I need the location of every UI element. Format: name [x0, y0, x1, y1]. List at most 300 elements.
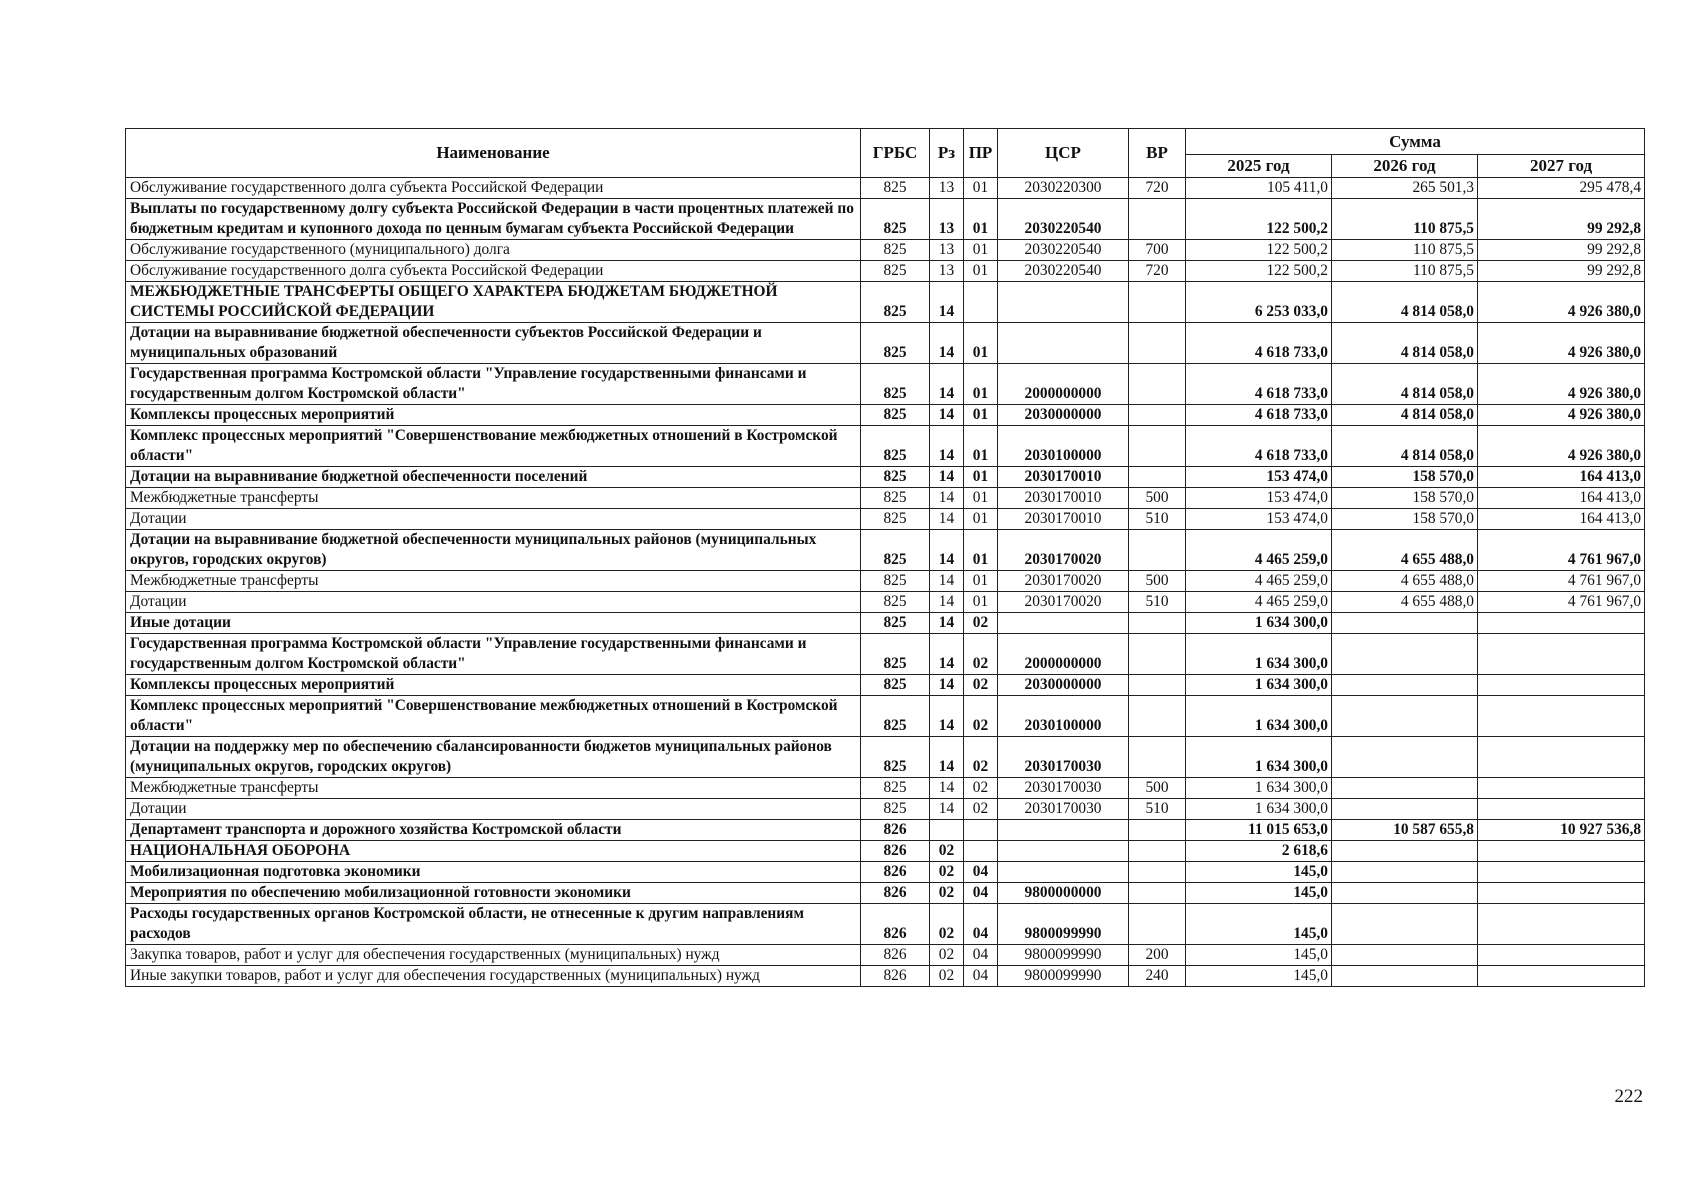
- cell-csr: [998, 323, 1129, 364]
- cell-rz: 14: [930, 282, 964, 323]
- cell-2026: 4 814 058,0: [1332, 364, 1478, 405]
- cell-2027: 4 761 967,0: [1478, 571, 1645, 592]
- cell-vr: [1129, 904, 1186, 945]
- cell-grbs: 825: [861, 405, 930, 426]
- cell-2027: 164 413,0: [1478, 467, 1645, 488]
- cell-csr: 2030170030: [998, 778, 1129, 799]
- cell-vr: [1129, 862, 1186, 883]
- cell-vr: [1129, 530, 1186, 571]
- cell-2026: [1332, 737, 1478, 778]
- cell-2027: [1478, 904, 1645, 945]
- cell-grbs: 826: [861, 841, 930, 862]
- cell-2027: 4 926 380,0: [1478, 405, 1645, 426]
- cell-pr: [964, 820, 998, 841]
- cell-name: Департамент транспорта и дорожного хозяйства Костромской области: [126, 820, 861, 841]
- cell-name: Дотации: [126, 799, 861, 820]
- table-row: [126, 862, 1645, 883]
- cell-2025: 153 474,0: [1186, 509, 1332, 530]
- header-sum: Сумма: [1186, 129, 1645, 155]
- cell-2026: 4 814 058,0: [1332, 323, 1478, 364]
- table-row: [126, 530, 1645, 571]
- table-row: [126, 426, 1645, 467]
- cell-2026: 4 814 058,0: [1332, 426, 1478, 467]
- cell-grbs: 825: [861, 488, 930, 509]
- cell-name: Комплекс процессных мероприятий "Совершенствование межбюджетных отношений в Костромской области": [126, 696, 861, 737]
- cell-pr: 01: [964, 509, 998, 530]
- cell-2025: 1 634 300,0: [1186, 799, 1332, 820]
- cell-rz: 14: [930, 613, 964, 634]
- cell-2027: [1478, 799, 1645, 820]
- cell-2026: [1332, 841, 1478, 862]
- cell-rz: 14: [930, 799, 964, 820]
- cell-2025: 122 500,2: [1186, 240, 1332, 261]
- cell-2025: 122 500,2: [1186, 199, 1332, 240]
- cell-2025: 145,0: [1186, 883, 1332, 904]
- table-row: [126, 613, 1645, 634]
- cell-csr: 9800000000: [998, 883, 1129, 904]
- cell-name: Выплаты по государственному долгу субъекта Российской Федерации в части процентных платежей по бюджетным кредитам и купонного дохода по ценным бумагам субъекта Российской Федерации: [126, 199, 861, 240]
- cell-grbs: 825: [861, 467, 930, 488]
- cell-grbs: 825: [861, 530, 930, 571]
- cell-grbs: 826: [861, 945, 930, 966]
- cell-2025: 1 634 300,0: [1186, 737, 1332, 778]
- cell-vr: 720: [1129, 261, 1186, 282]
- cell-rz: 02: [930, 883, 964, 904]
- cell-2027: [1478, 966, 1645, 987]
- cell-2025: 11 015 653,0: [1186, 820, 1332, 841]
- cell-rz: 14: [930, 634, 964, 675]
- cell-2027: 4 926 380,0: [1478, 282, 1645, 323]
- cell-name: Иные закупки товаров, работ и услуг для обеспечения государственных (муниципальных) нужд: [126, 966, 861, 987]
- cell-pr: 02: [964, 778, 998, 799]
- cell-2027: 4 761 967,0: [1478, 592, 1645, 613]
- cell-rz: 02: [930, 841, 964, 862]
- cell-2027: [1478, 883, 1645, 904]
- cell-2026: [1332, 778, 1478, 799]
- table-row: [126, 467, 1645, 488]
- cell-csr: 2030170010: [998, 509, 1129, 530]
- cell-name: Обслуживание государственного (муниципального) долга: [126, 240, 861, 261]
- table-row: [126, 696, 1645, 737]
- cell-rz: 14: [930, 405, 964, 426]
- cell-vr: 500: [1129, 488, 1186, 509]
- cell-csr: 9800099990: [998, 945, 1129, 966]
- table-row: [126, 778, 1645, 799]
- cell-grbs: 825: [861, 571, 930, 592]
- cell-pr: 01: [964, 240, 998, 261]
- cell-2026: 110 875,5: [1332, 240, 1478, 261]
- header-csr: ЦСР: [998, 129, 1129, 178]
- cell-2026: 158 570,0: [1332, 467, 1478, 488]
- table-row: [126, 178, 1645, 199]
- table-row: [126, 240, 1645, 261]
- cell-grbs: 825: [861, 240, 930, 261]
- budget-table: [125, 128, 1645, 987]
- cell-csr: 2030170020: [998, 592, 1129, 613]
- cell-pr: 01: [964, 405, 998, 426]
- table-row: [126, 904, 1645, 945]
- cell-grbs: 825: [861, 634, 930, 675]
- cell-vr: 510: [1129, 509, 1186, 530]
- cell-2027: [1478, 737, 1645, 778]
- cell-2027: 10 927 536,8: [1478, 820, 1645, 841]
- cell-2025: 2 618,6: [1186, 841, 1332, 862]
- cell-grbs: 825: [861, 592, 930, 613]
- cell-grbs: 825: [861, 426, 930, 467]
- cell-pr: 02: [964, 634, 998, 675]
- cell-name: Дотации на поддержку мер по обеспечению сбалансированности бюджетов муниципальных районов (муниципальных округов, городских округов): [126, 737, 861, 778]
- cell-rz: 13: [930, 261, 964, 282]
- cell-2025: 145,0: [1186, 945, 1332, 966]
- cell-vr: 510: [1129, 592, 1186, 613]
- cell-grbs: 825: [861, 696, 930, 737]
- cell-name: Дотации на выравнивание бюджетной обеспеченности субъектов Российской Федерации и муниципальных образований: [126, 323, 861, 364]
- cell-name: Межбюджетные трансферты: [126, 571, 861, 592]
- header-vr: ВР: [1129, 129, 1186, 178]
- cell-pr: 01: [964, 530, 998, 571]
- cell-2026: 10 587 655,8: [1332, 820, 1478, 841]
- cell-2025: 1 634 300,0: [1186, 634, 1332, 675]
- cell-2026: 110 875,5: [1332, 199, 1478, 240]
- cell-rz: 02: [930, 904, 964, 945]
- cell-2027: [1478, 675, 1645, 696]
- table-row: [126, 945, 1645, 966]
- table-row: [126, 571, 1645, 592]
- cell-2026: 4 655 488,0: [1332, 571, 1478, 592]
- cell-name: Дотации: [126, 592, 861, 613]
- cell-pr: 01: [964, 571, 998, 592]
- cell-2026: [1332, 799, 1478, 820]
- cell-2026: [1332, 966, 1478, 987]
- cell-2027: 4 926 380,0: [1478, 426, 1645, 467]
- table-row: [126, 282, 1645, 323]
- cell-vr: 510: [1129, 799, 1186, 820]
- cell-2027: 99 292,8: [1478, 261, 1645, 282]
- cell-2025: 4 465 259,0: [1186, 530, 1332, 571]
- cell-2027: [1478, 841, 1645, 862]
- cell-rz: 14: [930, 696, 964, 737]
- cell-pr: 01: [964, 364, 998, 405]
- table-row: [126, 799, 1645, 820]
- cell-2025: 153 474,0: [1186, 467, 1332, 488]
- cell-2027: [1478, 696, 1645, 737]
- cell-vr: [1129, 737, 1186, 778]
- cell-pr: 01: [964, 261, 998, 282]
- cell-csr: 2030100000: [998, 696, 1129, 737]
- cell-2026: [1332, 862, 1478, 883]
- cell-pr: 04: [964, 862, 998, 883]
- cell-grbs: 826: [861, 904, 930, 945]
- cell-grbs: 825: [861, 799, 930, 820]
- cell-pr: 04: [964, 966, 998, 987]
- cell-rz: 14: [930, 737, 964, 778]
- cell-name: Мобилизационная подготовка экономики: [126, 862, 861, 883]
- cell-2025: 1 634 300,0: [1186, 778, 1332, 799]
- cell-2025: 1 634 300,0: [1186, 675, 1332, 696]
- table-row: [126, 820, 1645, 841]
- cell-grbs: 825: [861, 737, 930, 778]
- cell-csr: 9800099990: [998, 904, 1129, 945]
- cell-grbs: 825: [861, 199, 930, 240]
- table-row: [126, 737, 1645, 778]
- cell-grbs: 825: [861, 364, 930, 405]
- cell-name: Расходы государственных органов Костромской области, не отнесенные к другим направлениям расходов: [126, 904, 861, 945]
- cell-2027: 164 413,0: [1478, 488, 1645, 509]
- header-year-2026: 2026 год: [1332, 155, 1478, 178]
- table-row: [126, 841, 1645, 862]
- cell-rz: 13: [930, 178, 964, 199]
- cell-vr: [1129, 820, 1186, 841]
- cell-pr: 01: [964, 488, 998, 509]
- cell-vr: 700: [1129, 240, 1186, 261]
- cell-pr: 02: [964, 696, 998, 737]
- header-grbs: ГРБС: [861, 129, 930, 178]
- cell-rz: 14: [930, 592, 964, 613]
- cell-2026: 158 570,0: [1332, 509, 1478, 530]
- cell-vr: 240: [1129, 966, 1186, 987]
- cell-2027: [1478, 862, 1645, 883]
- cell-2025: 4 618 733,0: [1186, 364, 1332, 405]
- cell-pr: 02: [964, 799, 998, 820]
- cell-pr: 01: [964, 592, 998, 613]
- cell-2027: [1478, 945, 1645, 966]
- cell-grbs: 825: [861, 261, 930, 282]
- cell-2027: 99 292,8: [1478, 240, 1645, 261]
- cell-2026: 158 570,0: [1332, 488, 1478, 509]
- cell-2025: 4 465 259,0: [1186, 571, 1332, 592]
- table-row: [126, 592, 1645, 613]
- cell-csr: [998, 282, 1129, 323]
- cell-name: Дотации на выравнивание бюджетной обеспеченности муниципальных районов (муниципальных округов, городских округов): [126, 530, 861, 571]
- table-row: [126, 488, 1645, 509]
- cell-pr: 04: [964, 904, 998, 945]
- table-row: [126, 199, 1645, 240]
- cell-csr: 2030170030: [998, 737, 1129, 778]
- cell-csr: [998, 841, 1129, 862]
- cell-vr: [1129, 467, 1186, 488]
- cell-2025: 153 474,0: [1186, 488, 1332, 509]
- cell-grbs: 826: [861, 820, 930, 841]
- cell-vr: [1129, 675, 1186, 696]
- cell-csr: 2000000000: [998, 634, 1129, 675]
- cell-pr: 01: [964, 199, 998, 240]
- table-row: [126, 634, 1645, 675]
- cell-name: Комплекс процессных мероприятий "Совершенствование межбюджетных отношений в Костромской области": [126, 426, 861, 467]
- cell-2027: 99 292,8: [1478, 199, 1645, 240]
- cell-2027: 295 478,4: [1478, 178, 1645, 199]
- cell-2027: 4 926 380,0: [1478, 364, 1645, 405]
- cell-name: Межбюджетные трансферты: [126, 778, 861, 799]
- cell-vr: [1129, 405, 1186, 426]
- cell-pr: 02: [964, 737, 998, 778]
- cell-rz: 14: [930, 364, 964, 405]
- cell-vr: 720: [1129, 178, 1186, 199]
- cell-name: Мероприятия по обеспечению мобилизационной готовности экономики: [126, 883, 861, 904]
- cell-vr: [1129, 199, 1186, 240]
- cell-2026: 110 875,5: [1332, 261, 1478, 282]
- header-rz: Рз: [930, 129, 964, 178]
- cell-csr: 2030170010: [998, 467, 1129, 488]
- cell-grbs: 826: [861, 862, 930, 883]
- cell-2027: [1478, 634, 1645, 675]
- cell-rz: 14: [930, 675, 964, 696]
- cell-name: Государственная программа Костромской области "Управление государственными финансами и государственным долгом Костромской области": [126, 634, 861, 675]
- cell-vr: [1129, 883, 1186, 904]
- cell-pr: 04: [964, 883, 998, 904]
- cell-2025: 1 634 300,0: [1186, 613, 1332, 634]
- cell-2027: [1478, 778, 1645, 799]
- cell-rz: 14: [930, 467, 964, 488]
- cell-2026: 4 814 058,0: [1332, 405, 1478, 426]
- table-row: [126, 364, 1645, 405]
- cell-csr: 2030170010: [998, 488, 1129, 509]
- cell-pr: 01: [964, 426, 998, 467]
- table-body: [126, 178, 1645, 987]
- cell-name: Комплексы процессных мероприятий: [126, 675, 861, 696]
- cell-vr: 500: [1129, 571, 1186, 592]
- cell-pr: 01: [964, 467, 998, 488]
- cell-vr: [1129, 696, 1186, 737]
- cell-csr: 2030170020: [998, 530, 1129, 571]
- cell-vr: [1129, 634, 1186, 675]
- cell-2025: 4 618 733,0: [1186, 323, 1332, 364]
- cell-2026: 4 655 488,0: [1332, 530, 1478, 571]
- cell-2026: [1332, 883, 1478, 904]
- cell-grbs: 825: [861, 613, 930, 634]
- cell-rz: 02: [930, 862, 964, 883]
- cell-csr: [998, 862, 1129, 883]
- cell-2026: [1332, 675, 1478, 696]
- header-pr: ПР: [964, 129, 998, 178]
- cell-name: НАЦИОНАЛЬНАЯ ОБОРОНА: [126, 841, 861, 862]
- cell-csr: 2030220300: [998, 178, 1129, 199]
- cell-name: МЕЖБЮДЖЕТНЫЕ ТРАНСФЕРТЫ ОБЩЕГО ХАРАКТЕРА БЮДЖЕТАМ БЮДЖЕТНОЙ СИСТЕМЫ РОССИЙСКОЙ ФЕДЕРАЦИИ: [126, 282, 861, 323]
- cell-vr: [1129, 282, 1186, 323]
- table-row: [126, 405, 1645, 426]
- header-year-2027: 2027 год: [1478, 155, 1645, 178]
- cell-pr: 04: [964, 945, 998, 966]
- cell-2025: 105 411,0: [1186, 178, 1332, 199]
- cell-2026: 4 814 058,0: [1332, 282, 1478, 323]
- cell-csr: 2030220540: [998, 199, 1129, 240]
- cell-name: Государственная программа Костромской области "Управление государственными финансами и государственным долгом Костромской области": [126, 364, 861, 405]
- cell-2027: 164 413,0: [1478, 509, 1645, 530]
- cell-csr: 2030000000: [998, 405, 1129, 426]
- cell-2027: 4 761 967,0: [1478, 530, 1645, 571]
- cell-name: Закупка товаров, работ и услуг для обеспечения государственных (муниципальных) нужд: [126, 945, 861, 966]
- cell-2027: 4 926 380,0: [1478, 323, 1645, 364]
- cell-csr: 2000000000: [998, 364, 1129, 405]
- cell-name: Обслуживание государственного долга субъекта Российской Федерации: [126, 261, 861, 282]
- cell-rz: 02: [930, 945, 964, 966]
- cell-2026: 4 655 488,0: [1332, 592, 1478, 613]
- cell-rz: 14: [930, 571, 964, 592]
- cell-grbs: 825: [861, 282, 930, 323]
- cell-rz: 14: [930, 778, 964, 799]
- table-header: [126, 129, 1645, 178]
- cell-2026: [1332, 613, 1478, 634]
- cell-vr: 500: [1129, 778, 1186, 799]
- cell-2025: 145,0: [1186, 966, 1332, 987]
- cell-csr: 2030170030: [998, 799, 1129, 820]
- cell-grbs: 825: [861, 509, 930, 530]
- cell-pr: [964, 282, 998, 323]
- cell-2026: [1332, 904, 1478, 945]
- table-row: [126, 261, 1645, 282]
- header-year-2025: 2025 год: [1186, 155, 1332, 178]
- cell-2025: 1 634 300,0: [1186, 696, 1332, 737]
- cell-rz: 14: [930, 426, 964, 467]
- cell-2025: 4 465 259,0: [1186, 592, 1332, 613]
- cell-rz: 13: [930, 240, 964, 261]
- cell-rz: 14: [930, 488, 964, 509]
- table-row: [126, 323, 1645, 364]
- cell-grbs: 825: [861, 675, 930, 696]
- cell-name: Дотации на выравнивание бюджетной обеспеченности поселений: [126, 467, 861, 488]
- cell-vr: 200: [1129, 945, 1186, 966]
- cell-2026: [1332, 696, 1478, 737]
- cell-2025: 6 253 033,0: [1186, 282, 1332, 323]
- cell-rz: 14: [930, 509, 964, 530]
- cell-name: Иные дотации: [126, 613, 861, 634]
- cell-grbs: 825: [861, 778, 930, 799]
- table-row: [126, 883, 1645, 904]
- cell-csr: 2030220540: [998, 240, 1129, 261]
- cell-2026: [1332, 634, 1478, 675]
- cell-name: Дотации: [126, 509, 861, 530]
- cell-2026: [1332, 945, 1478, 966]
- cell-rz: 02: [930, 966, 964, 987]
- cell-csr: 2030000000: [998, 675, 1129, 696]
- cell-name: Комплексы процессных мероприятий: [126, 405, 861, 426]
- cell-2025: 145,0: [1186, 862, 1332, 883]
- cell-vr: [1129, 364, 1186, 405]
- cell-pr: 02: [964, 613, 998, 634]
- cell-vr: [1129, 323, 1186, 364]
- cell-rz: 13: [930, 199, 964, 240]
- cell-csr: [998, 613, 1129, 634]
- table-row: [126, 966, 1645, 987]
- cell-csr: 2030220540: [998, 261, 1129, 282]
- cell-csr: 2030100000: [998, 426, 1129, 467]
- cell-vr: [1129, 841, 1186, 862]
- cell-rz: 14: [930, 323, 964, 364]
- cell-pr: 01: [964, 178, 998, 199]
- cell-pr: 02: [964, 675, 998, 696]
- cell-rz: 14: [930, 530, 964, 571]
- cell-2027: [1478, 613, 1645, 634]
- cell-2025: 4 618 733,0: [1186, 426, 1332, 467]
- cell-2025: 4 618 733,0: [1186, 405, 1332, 426]
- cell-vr: [1129, 613, 1186, 634]
- cell-csr: 9800099990: [998, 966, 1129, 987]
- cell-name: Обслуживание государственного долга субъекта Российской Федерации: [126, 178, 861, 199]
- cell-csr: [998, 820, 1129, 841]
- cell-pr: [964, 841, 998, 862]
- page-number: 222: [1614, 1086, 1643, 1107]
- table-row: [126, 675, 1645, 696]
- cell-name: Межбюджетные трансферты: [126, 488, 861, 509]
- cell-2026: 265 501,3: [1332, 178, 1478, 199]
- cell-rz: [930, 820, 964, 841]
- cell-2025: 122 500,2: [1186, 261, 1332, 282]
- cell-grbs: 825: [861, 323, 930, 364]
- cell-vr: [1129, 426, 1186, 467]
- header-name: Наименование: [126, 129, 861, 178]
- cell-grbs: 826: [861, 883, 930, 904]
- table-row: [126, 509, 1645, 530]
- cell-grbs: 825: [861, 178, 930, 199]
